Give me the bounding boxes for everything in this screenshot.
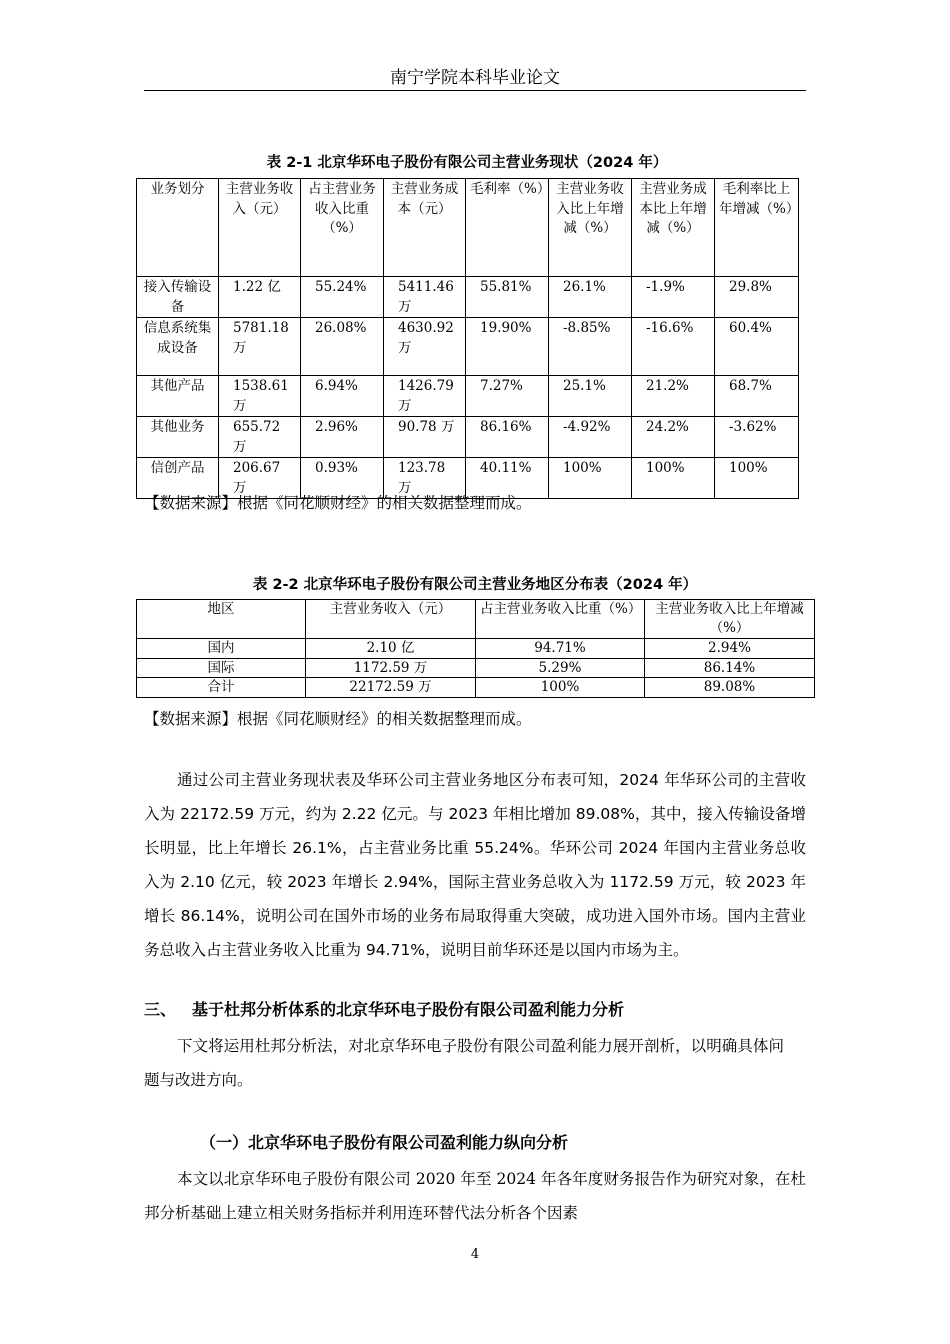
table-cell: 26.1%: [549, 277, 632, 318]
table-cell: -3.62%: [715, 417, 799, 458]
table-cell: 68.7%: [715, 376, 799, 417]
table2-header-row: [137, 600, 815, 639]
table-cell: 655.72 万: [219, 417, 301, 458]
page-header-title: 南宁学院本科毕业论文: [390, 68, 560, 88]
table1-header-cell: 主营业务收入（元）: [219, 179, 301, 277]
table-cell: 60.4%: [715, 318, 799, 376]
table-cell: 2.10 亿: [306, 639, 476, 659]
table1-header-cell: 主营业务成本（元）: [384, 179, 466, 277]
table-cell: 信创产品: [137, 458, 219, 499]
table-row: [137, 658, 815, 678]
table-cell: -1.9%: [632, 277, 715, 318]
table1-caption: 表 2-1 北京华环电子股份有限公司主营业务现状（2024 年）: [266, 155, 668, 171]
table-cell: 1426.79 万: [384, 376, 466, 417]
table1-header-cell: 占主营业务收入比重（%）: [301, 179, 384, 277]
table-cell: 24.2%: [632, 417, 715, 458]
body-paragraph-3: 本文以北京华环电子股份有限公司 2020 年至 2024 年各年度财务报告作为研究对象，在杜邦分析基础上建立相关财务指标并利用连环替代法分析各个因素: [144, 1170, 806, 1222]
table-cell: 其他产品: [137, 376, 219, 417]
table-row: [137, 277, 799, 318]
table-cell: 6.94%: [301, 376, 384, 417]
table-cell: 2.94%: [645, 639, 815, 659]
table-cell: 55.81%: [466, 277, 549, 318]
table-cell: 206.67 万: [219, 458, 301, 499]
table1-header-cell: 主营业务收入比上年增减（%）: [549, 179, 632, 277]
header-rule: [144, 90, 806, 91]
table1-header-cell: 毛利率（%）: [466, 179, 549, 277]
table1-header-cell: 主营业务成本比上年增减（%）: [632, 179, 715, 277]
table-cell: -8.85%: [549, 318, 632, 376]
table-cell: 合计: [137, 678, 306, 698]
table2-header-cell: 主营业务收入（元）: [306, 600, 476, 639]
table-cell: 1.22 亿: [219, 277, 301, 318]
region-distribution-table: [136, 599, 815, 698]
table1-header-cell: 毛利率比上年增减（%）: [715, 179, 799, 277]
subsection-heading-1: （一）北京华环电子股份有限公司盈利能力纵向分析: [200, 1133, 569, 1152]
table2-header-cell: 占主营业务收入比重（%）: [476, 600, 645, 639]
table2-header-cell: 主营业务收入比上年增减（%）: [645, 600, 815, 639]
table-cell: 19.90%: [466, 318, 549, 376]
section-number: 三、: [144, 1000, 177, 1019]
table-cell: 89.08%: [645, 678, 815, 698]
table2-caption: 表 2-2 北京华环电子股份有限公司主营业务地区分布表（2024 年）: [252, 577, 698, 593]
table1-header-cell: 业务划分: [137, 179, 219, 277]
table-cell: 22172.59 万: [306, 678, 476, 698]
body-paragraph-1: 通过公司主营业务现状表及华环公司主营业务地区分布表可知，2024 年华环公司的主营收入为 22172.59 万元，约为 2.22 亿元。与 2023 年相比增加 89.08%，其中，接入传输设备增长明显，比上年增长 26.1%，占主营业务比重 55.24%。华环公司 2024 年国内主营业务总收入为 2.10 亿元，较 2023 年增长 2.94%，国际主营业务总收入为 1172.59 万元，较 2023 年增长 86.14%，说明公司在国外市场的业务布局取得重大突破，成功进入国外市场。国内主营业务总收入占主营业务收入比重为 94.71%，说明目前华环还是以国内市场为主。: [144, 771, 806, 959]
table-cell: 94.71%: [476, 639, 645, 659]
table-row: [137, 678, 815, 698]
table-cell: 2.96%: [301, 417, 384, 458]
table1-source-note: 【数据来源】根据《同花顺财经》的相关数据整理而成。: [144, 494, 532, 512]
table-cell: 1172.59 万: [306, 658, 476, 678]
table2-header-cell: 地区: [137, 600, 306, 639]
main-business-table: [136, 178, 799, 499]
table-cell: 1538.61 万: [219, 376, 301, 417]
table2-source-note: 【数据来源】根据《同花顺财经》的相关数据整理而成。: [144, 710, 532, 728]
table-cell: -16.6%: [632, 318, 715, 376]
section-title: 基于杜邦分析体系的北京华环电子股份有限公司盈利能力分析: [192, 1000, 625, 1019]
table-cell: 100%: [476, 678, 645, 698]
page-number: 4: [470, 1247, 480, 1262]
table-cell: 25.1%: [549, 376, 632, 417]
table-cell: 0.93%: [301, 458, 384, 499]
table-cell: 90.78 万: [384, 417, 466, 458]
section-heading-3: [144, 998, 624, 1022]
table-row: [137, 318, 799, 376]
table-cell: 100%: [715, 458, 799, 499]
table-cell: 55.24%: [301, 277, 384, 318]
table-cell: 5411.46 万: [384, 277, 466, 318]
table-row: [137, 417, 799, 458]
table-cell: 21.2%: [632, 376, 715, 417]
table-cell: 100%: [632, 458, 715, 499]
body-paragraph-2: 下文将运用杜邦分析法，对北京华环电子股份有限公司盈利能力展开剖析，以明确具体问题与改进方向。: [144, 1037, 784, 1089]
table-cell: 29.8%: [715, 277, 799, 318]
table-cell: 国际: [137, 658, 306, 678]
table-cell: 86.14%: [645, 658, 815, 678]
table-cell: 接入传输设备: [137, 277, 219, 318]
table-cell: 100%: [549, 458, 632, 499]
table-cell: -4.92%: [549, 417, 632, 458]
table-cell: 123.78 万: [384, 458, 466, 499]
table-cell: 40.11%: [466, 458, 549, 499]
table-cell: 其他业务: [137, 417, 219, 458]
table-cell: 5781.18 万: [219, 318, 301, 376]
table-cell: 国内: [137, 639, 306, 659]
table-cell: 5.29%: [476, 658, 645, 678]
table-row: [137, 376, 799, 417]
table-cell: 7.27%: [466, 376, 549, 417]
table-cell: 26.08%: [301, 318, 384, 376]
table-cell: 信息系统集成设备: [137, 318, 219, 376]
table-cell: 86.16%: [466, 417, 549, 458]
table1-header-row: [137, 179, 799, 277]
table-cell: 4630.92 万: [384, 318, 466, 376]
table-row: [137, 639, 815, 659]
